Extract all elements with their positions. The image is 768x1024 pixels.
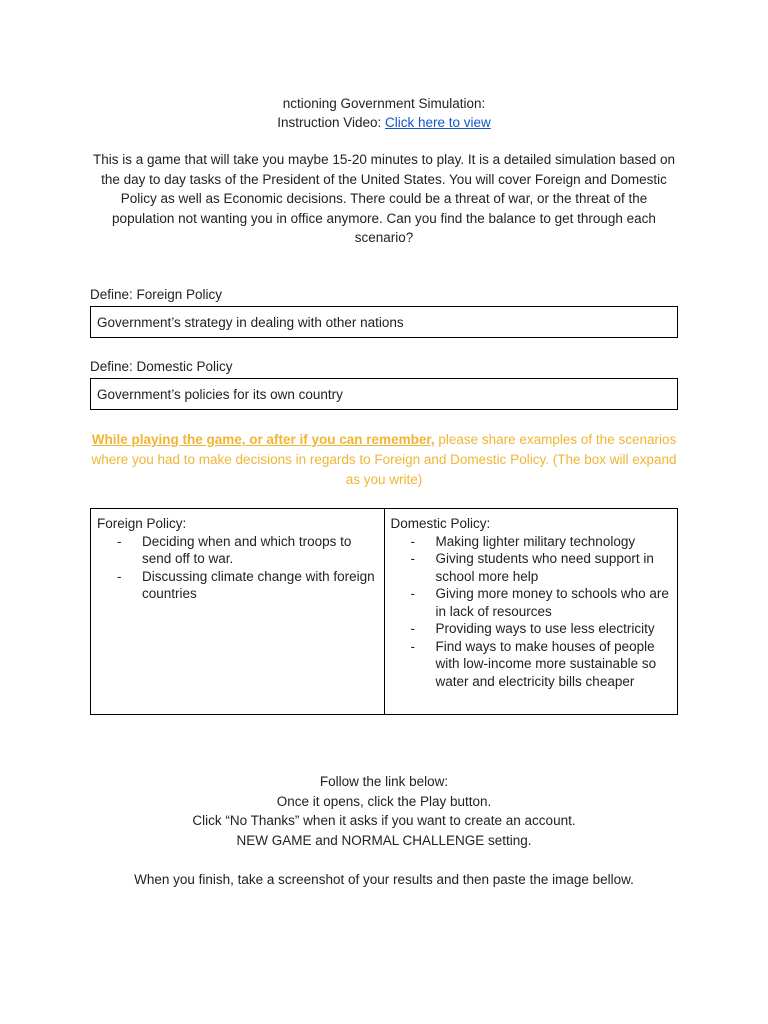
foreign-policy-list: [97, 533, 378, 603]
examples-prompt-text: please share examples of the scenarios where you had to make decisions in regards to Foreign and Domestic Policy. (The box will expand as you write): [91, 432, 677, 487]
list-item: - Deciding when and which troops to send off to war.: [97, 533, 378, 568]
domestic-policy-list: [391, 533, 672, 691]
list-item: - Giving students who need support in school more help: [391, 550, 672, 585]
page-title: nctioning Government Simulation:: [282, 96, 486, 111]
domestic-policy-heading: Domestic Policy:: [390, 516, 491, 531]
examples-prompt: [90, 430, 678, 490]
instruction-label: Instruction Video:: [277, 115, 386, 130]
policy-examples-table: [90, 508, 678, 715]
list-item: - Providing ways to use less electricity: [391, 620, 672, 638]
domestic-policy-define-label: Define: Domestic Policy: [90, 359, 233, 374]
list-item: - Discussing climate change with foreign countries: [97, 568, 378, 603]
step-line: Follow the link below:: [319, 774, 449, 789]
list-item: - Making lighter military technology: [391, 533, 672, 551]
step-line: Click “No Thanks” when it asks if you want to create an account.: [192, 813, 576, 828]
list-item: - Find ways to make houses of people with low-income more sustainable so water and electricity bills cheaper: [391, 638, 672, 691]
instruction-line: [90, 113, 678, 132]
list-item: - Giving more money to schools who are in lack of resources: [391, 585, 672, 620]
step-line: NEW GAME and NORMAL CHALLENGE setting.: [236, 832, 532, 848]
header-block: [90, 94, 678, 132]
domestic-policy-answer-box[interactable]: Government’s policies for its own country: [90, 378, 678, 410]
finish-instruction: When you finish, take a screenshot of your results and then paste the image bellow.: [134, 872, 634, 887]
steps-block: [90, 772, 678, 850]
foreign-policy-heading: Foreign Policy:: [97, 516, 187, 531]
foreign-policy-answer-box[interactable]: Government’s strategy in dealing with other nations: [90, 306, 678, 338]
foreign-policy-cell[interactable]: [91, 509, 384, 714]
examples-prompt-bold: While playing the game, or after if you can remember,: [91, 432, 435, 447]
intro-paragraph: This is a game that will take you maybe 15-20 minutes to play. It is a detailed simulation based on the day to day tasks of the President of the United States. You will cover Foreign and Domestic Policy as well as Economic decisions. There could be a threat of war, or the threat of the population not wanting you in office anymore. Can you find the balance to get through each scenario?: [92, 152, 676, 245]
instruction-video-link[interactable]: Click here to view: [385, 115, 491, 130]
step-line: Once it opens, click the Play button.: [276, 793, 492, 809]
foreign-policy-define-label: Define: Foreign Policy: [90, 287, 223, 302]
domestic-policy-cell[interactable]: [384, 509, 678, 714]
